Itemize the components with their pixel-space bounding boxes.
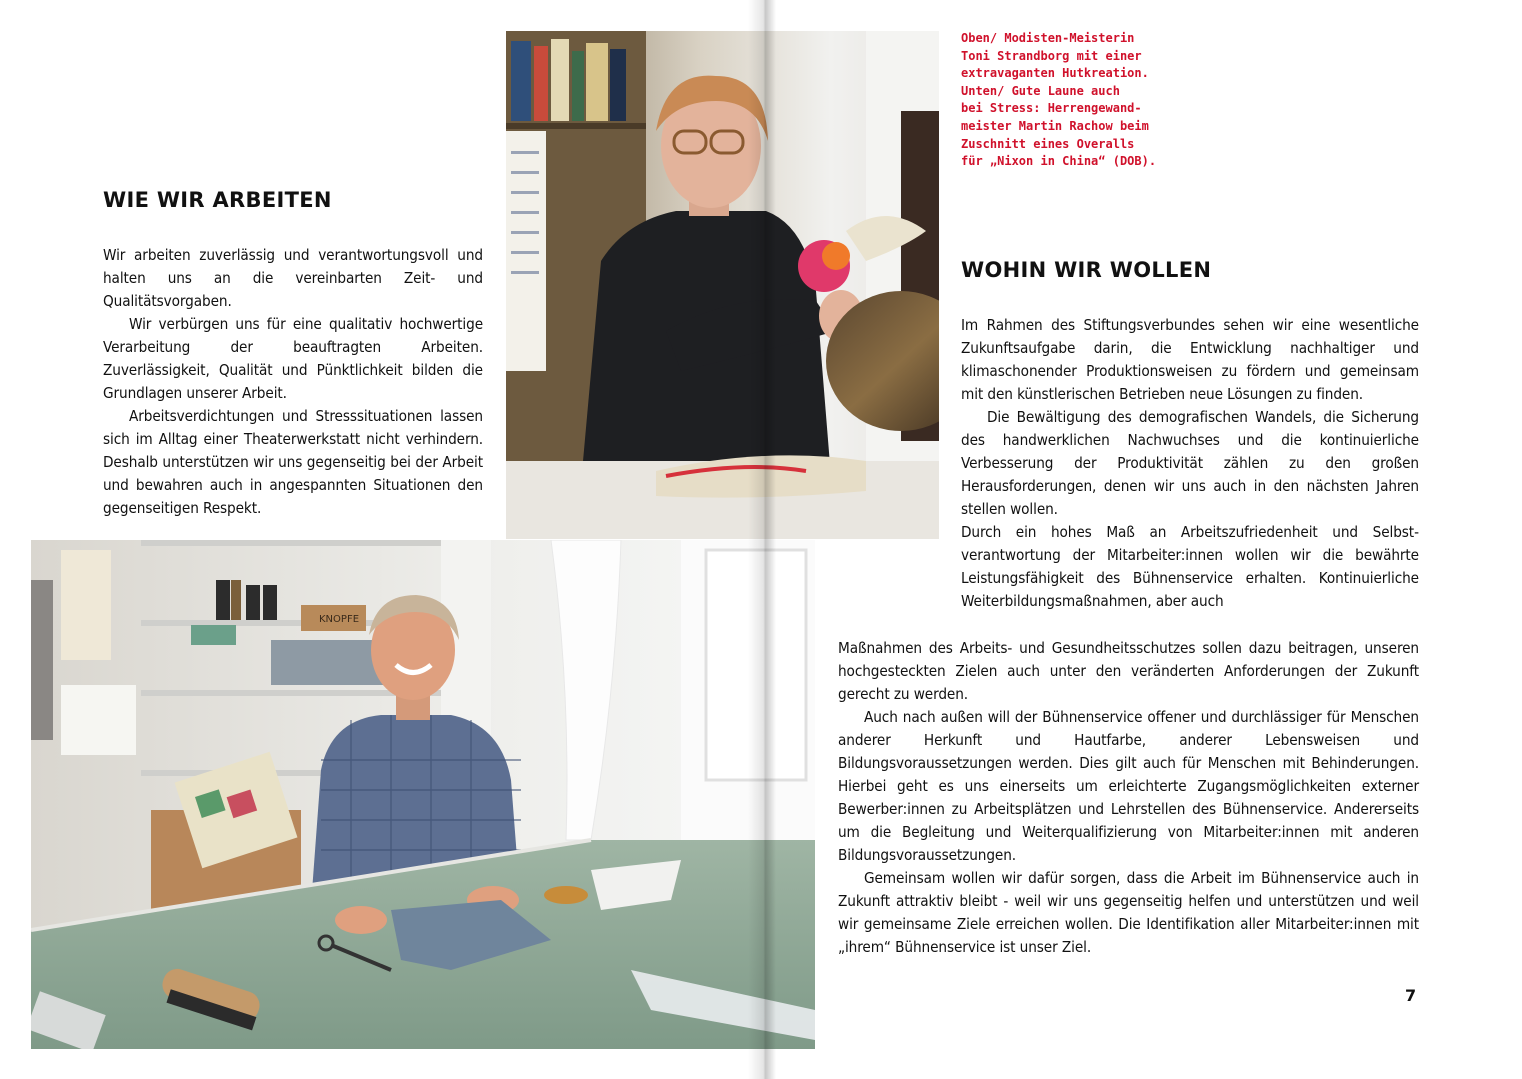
photo-tailor <box>31 540 815 1049</box>
page-number: 7 <box>1405 986 1417 1005</box>
left-paragraph: Wir verbürgen uns für eine qualitativ hochwertige Verarbeitung der beauftragten Arbeiten. Zuverlässigkeit, Qualität und Pünktlichkeit bilden die Grundlagen unserer Arbeit. <box>103 315 483 402</box>
right-paragraph: Durch ein hohes Maß an Arbeitszufriedenheit und Selbstverantwortung der Mitarbeiter:innen wollen wir die bewährte Leistungsfähigkeit des Bühnenservice erhalten. Kontinuierliche Weiterbildungsmaßnahmen, aber auch <box>961 523 1419 610</box>
left-paragraph: Arbeitsverdichtungen und Stresssituationen lassen sich im Alltag einer Theaterwerkstatt nicht verhindern. Deshalb unterstützen wir uns gegenseitig bei der Arbeit und bewahren auch in angespannten Situationen den gegenseitigen Respekt. <box>103 407 483 517</box>
right-paragraph: Gemeinsam wollen wir dafür sorgen, dass die Arbeit im Bühnenservice auch in Zukunft attraktiv bleibt - weil wir uns gegenseitig helfen und unterstützen und weil wir gemeinsame Ziele erreichen wollen. Die Identifikation aller Mitarbeiter:innen mit „ihrem“ Bühnenservice ist unser Ziel. <box>838 869 1419 956</box>
caption-line: extravaganten Hutkreation. <box>961 66 1149 81</box>
right-body-upper <box>961 314 1419 613</box>
right-paragraph: Die Bewältigung des demografischen Wandels, die Sicherung des handwerklichen Nachwuchses und die kontinuierliche Verbesserung der Produktivität zählen zu den großen Herausforderungen, denen wir uns auch in den nächsten Jahren stellen wollen. <box>961 408 1419 518</box>
caption-line: Oben/ Modisten-Meisterin <box>961 31 1135 45</box>
right-paragraph: Maßnahmen des Arbeits- und Gesundheitsschutzes sollen dazu beitragen, unseren hochgesteckten Zielen auch unter den veränderten Anforderungen der Zukunft gerecht zu werden. <box>838 639 1419 703</box>
photo-milliner <box>506 31 939 539</box>
caption-line: Toni Strandborg mit einer <box>961 48 1142 63</box>
left-heading: WIE WIR ARBEITEN <box>103 188 332 212</box>
caption-line: bei Stress: Herrengewand- <box>961 101 1142 116</box>
caption-line: meister Martin Rachow beim <box>961 118 1149 133</box>
right-paragraph: Im Rahmen des Stiftungsverbundes sehen wir eine wesentliche Zukunftsaufgabe darin, die Entwicklung nachhaltiger und klimaschonender Produktionsweisen zu fördern und gemeinsam mit den künstlerischen Betrieben neue Lösungen zu finden. <box>961 316 1419 403</box>
right-paragraph: Auch nach außen will der Bühnenservice offener und durchlässiger für Menschen anderer Herkunft und Hautfarbe, anderer Lebensweisen und Bildungsvoraussetzungen werden. Dies gilt auch für Menschen mit Behinderungen. Hierbei geht es uns einerseits um erleichterte Zugangsmöglichkeiten externer Bewerber:innen zu Arbeitsplätzen und Lehrstellen des Bühnenservice. Andererseits um die Begleitung und Weiterqualifizierung von Mitarbeiter:innen mit anderen Bildungsvoraussetzungen. <box>838 708 1419 864</box>
right-heading: WOHIN WIR WOLLEN <box>961 258 1212 282</box>
caption-line: für „Nixon in China“ (DOB). <box>961 154 1157 169</box>
left-paragraph: Wir arbeiten zuverlässig und verantwortungsvoll und halten uns an die vereinbarten Zeit- und Qualitätsvorgaben. <box>103 246 483 310</box>
caption-line: Unten/ Gute Laune auch <box>961 83 1120 98</box>
left-body-text <box>103 244 483 520</box>
box-label: KNOPFE <box>319 614 360 625</box>
photo-caption <box>961 30 1171 171</box>
caption-line: Zuschnitt eines Overalls <box>961 136 1135 151</box>
right-body-lower <box>838 637 1419 959</box>
